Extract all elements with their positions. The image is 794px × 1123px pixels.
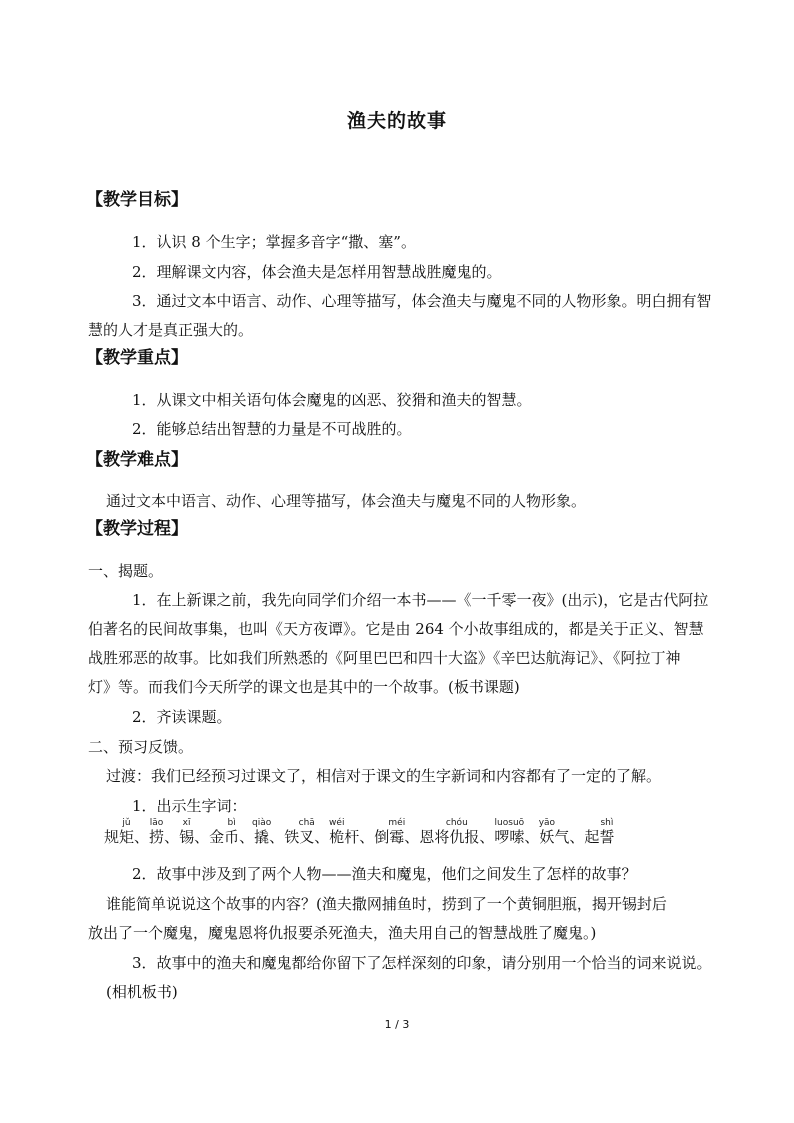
vocab-word-suffix: 、 bbox=[134, 828, 150, 846]
vocab-pinyin: méi bbox=[388, 818, 406, 828]
process-s2-transition: 过渡：我们已经预习过课文了，相信对于课文的生字新词和内容都有了一定的了解。 bbox=[106, 767, 662, 785]
vocab-word-prefix: 金 bbox=[209, 828, 225, 846]
vocab-char-text: 霉 bbox=[388, 828, 406, 846]
vocab-word bbox=[584, 818, 615, 846]
vocab-pinyin: bì bbox=[224, 818, 240, 828]
vocab-pinyin: qiào bbox=[252, 818, 272, 828]
vocab-char-text: 叉 bbox=[298, 828, 315, 846]
vocab-word-prefix: 起 bbox=[584, 828, 600, 846]
heading-goals: 【教学目标】 bbox=[86, 190, 188, 210]
vocab-word bbox=[209, 818, 255, 846]
vocab-word-suffix: 报、 bbox=[464, 828, 495, 846]
vocab-char bbox=[445, 818, 468, 846]
vocab-word-suffix: 、 bbox=[239, 828, 255, 846]
vocab-pinyin: wéi bbox=[329, 818, 345, 828]
vocab-word-suffix: 、 bbox=[194, 828, 210, 846]
vocab-word bbox=[538, 818, 585, 846]
vocab-char-text: 币 bbox=[224, 828, 240, 846]
vocab-word-suffix: 、 bbox=[164, 828, 180, 846]
vocab-pinyin: chóu bbox=[445, 818, 468, 828]
vocab-char bbox=[599, 818, 615, 846]
vocab-char bbox=[494, 818, 525, 846]
heading-process: 【教学过程】 bbox=[86, 519, 188, 539]
vocab-word bbox=[374, 818, 420, 846]
vocab-char bbox=[179, 818, 195, 846]
vocab-char-text: 矩 bbox=[119, 828, 135, 846]
process-s2-para-5: (相机板书) bbox=[106, 983, 178, 1001]
process-s1-para-2: 2．齐读课题。 bbox=[132, 708, 232, 726]
goals-item-1: 1．认识 8 个生字；掌握多音字“撒、塞”。 bbox=[132, 233, 416, 251]
process-s2-para-3: 谁能简单说说这个故事的内容？(渔夫撒网捕鱼时，捞到了一个黄铜胆瓶，揭开锡封后 bbox=[106, 895, 667, 913]
vocab-word bbox=[494, 818, 540, 846]
vocab-word bbox=[419, 818, 495, 846]
vocab-word-suffix: 气、 bbox=[554, 828, 585, 846]
vocab-char-text: 仇 bbox=[445, 828, 468, 846]
key-item-1: 1．从课文中相关语句体会魔鬼的凶恶、狡猾和渔夫的智慧。 bbox=[132, 391, 532, 409]
process-s2-para-4: 3．故事中的渔夫和魔鬼都给你留下了怎样深刻的印象，请分别用一个恰当的词来说说。 bbox=[132, 954, 712, 972]
vocab-word bbox=[104, 818, 150, 846]
key-item-2: 2．能够总结出智慧的力量是不可战胜的。 bbox=[132, 420, 412, 438]
vocab-char-text: 锡 bbox=[179, 828, 195, 846]
vocab-word-suffix: 杆、 bbox=[344, 828, 375, 846]
vocab-pinyin: yāo bbox=[538, 818, 556, 828]
vocab-word bbox=[252, 818, 285, 846]
vocab-word bbox=[284, 818, 330, 846]
heading-key: 【教学重点】 bbox=[86, 348, 188, 368]
goals-item-2: 2．理解课文内容，体会渔夫是怎样用智慧战胜魔鬼的。 bbox=[132, 263, 502, 281]
vocab-word-prefix: 倒 bbox=[374, 828, 390, 846]
difficult-text: 通过文本中语言、动作、心理等描写，体会渔夫与魔鬼不同的人物形象。 bbox=[106, 492, 587, 510]
vocab-char-text: 啰嗦 bbox=[494, 828, 525, 846]
vocab-word-prefix: 恩将 bbox=[419, 828, 450, 846]
vocab-word-list bbox=[104, 818, 615, 847]
vocab-word-prefix: 铁 bbox=[284, 828, 300, 846]
vocab-char bbox=[252, 818, 272, 846]
vocab-word-suffix: 、 bbox=[269, 828, 285, 846]
vocab-word-prefix: 规 bbox=[104, 828, 120, 846]
vocab-char-text: 捞 bbox=[149, 828, 165, 846]
vocab-char-text: 桅 bbox=[329, 828, 345, 846]
process-s1-para-1: 1．在上新课之前，我先向同学们介绍一本书——《一千零一夜》(出示)，它是古代阿拉 bbox=[132, 591, 709, 609]
goals-item-3: 3．通过文本中语言、动作、心理等描写，体会渔夫与魔鬼不同的人物形象。明白拥有智 bbox=[132, 292, 712, 310]
vocab-pinyin: chā bbox=[298, 818, 315, 828]
vocab-char bbox=[538, 818, 556, 846]
vocab-pinyin: lāo bbox=[149, 818, 165, 828]
process-s1-para-1-line-3: 战胜邪恶的故事。比如我们所熟悉的《阿里巴巴和四十大盗》《辛巴达航海记》、《阿拉丁神 bbox=[88, 649, 681, 667]
vocab-char-text: 妖 bbox=[538, 828, 556, 846]
vocab-pinyin: luosuō bbox=[494, 818, 525, 828]
heading-difficult: 【教学难点】 bbox=[86, 450, 188, 470]
vocab-pinyin: shì bbox=[599, 818, 615, 828]
process-s2-para-2: 2．故事中涉及到了两个人物——渔夫和魔鬼，他们之间发生了怎样的故事？ bbox=[132, 865, 637, 883]
vocab-word bbox=[329, 818, 375, 846]
vocab-word bbox=[179, 818, 210, 846]
vocab-char bbox=[388, 818, 406, 846]
vocab-char-text: 撬 bbox=[252, 828, 272, 846]
vocab-char bbox=[298, 818, 315, 846]
vocab-word-suffix: 、 bbox=[314, 828, 330, 846]
process-section-1: 一、揭题。 bbox=[88, 562, 164, 580]
vocab-pinyin: jǔ bbox=[119, 818, 135, 828]
vocab-word-suffix: 、 bbox=[524, 828, 540, 846]
vocab-char bbox=[329, 818, 345, 846]
page-number: 1 / 3 bbox=[384, 1018, 410, 1031]
process-s1-para-1-line-4: 灯》等。而我们今天所学的课文也是其中的一个故事。(板书课题) bbox=[88, 678, 520, 696]
vocab-char bbox=[224, 818, 240, 846]
process-section-2: 二、预习反馈。 bbox=[88, 738, 194, 756]
process-s2-para-3-cont: 放出了一个魔鬼，魔鬼恩将仇报要杀死渔夫，渔夫用自己的智慧战胜了魔鬼。) bbox=[88, 924, 597, 942]
vocab-char-text: 誓 bbox=[599, 828, 615, 846]
process-s2-para-1: 1．出示生字词： bbox=[132, 797, 247, 815]
goals-item-3-cont: 慧的人才是真正强大的。 bbox=[88, 321, 254, 339]
vocab-char bbox=[149, 818, 165, 846]
vocab-word bbox=[149, 818, 180, 846]
vocab-word-suffix: 、 bbox=[404, 828, 420, 846]
page-title: 渔夫的故事 bbox=[346, 110, 447, 132]
process-s1-para-1-line-2: 伯著名的民间故事集，也叫《天方夜谭》。它是由 264 个小故事组成的，都是关于正义、智慧 bbox=[88, 620, 704, 638]
vocab-char bbox=[119, 818, 135, 846]
vocab-pinyin: xī bbox=[179, 818, 195, 828]
